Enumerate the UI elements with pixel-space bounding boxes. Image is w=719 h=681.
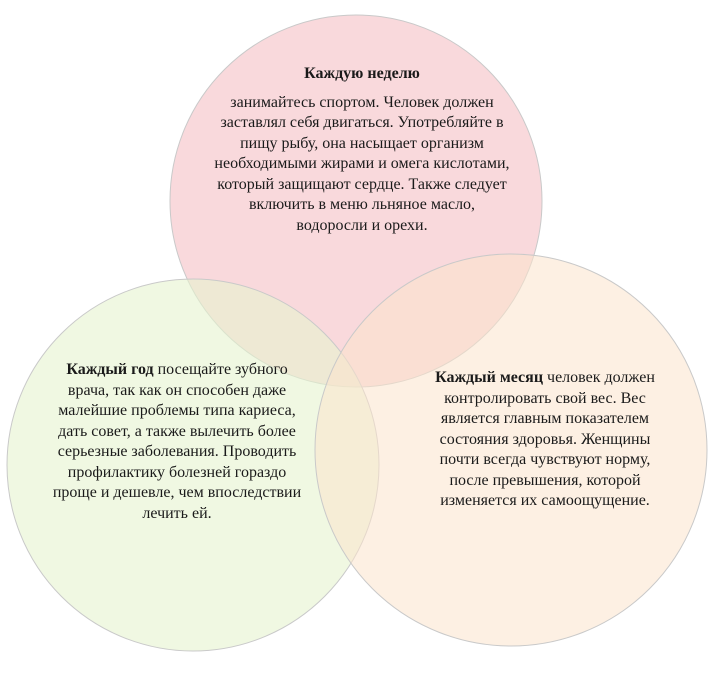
top-circle-text — [212, 64, 512, 236]
left-circle-text — [52, 360, 302, 524]
right-heading: Каждый месяц — [435, 369, 544, 386]
top-body: занимайтесь спортом. Человек должен заставлял себя двигаться. Употребляйте в пищу рыбу, она насыщает организм необходимыми жирами и омега кислотами, который защищают сердце. Также следует включить в меню льняное масло, водоросли и орехи. — [214, 93, 510, 234]
left-body: посещайте зубного врача, так как он способен даже малейшие проблемы типа кариеса, дать совет, а также вылечить более серьезные заболевания. Проводить профилактику болезней гораздо проще и дешевле, чем впоследствии лечить ей. — [52, 361, 302, 522]
right-body: человек должен контролировать свой вес. Вес является главным показателем состояния здоровья. Женщины почти всегда чувствуют норму, после превышения, которой изменяется их самоощущение. — [439, 369, 655, 509]
top-heading: Каждую неделю — [304, 65, 420, 82]
right-circle-text — [420, 368, 670, 512]
left-heading: Каждый год — [66, 361, 154, 378]
